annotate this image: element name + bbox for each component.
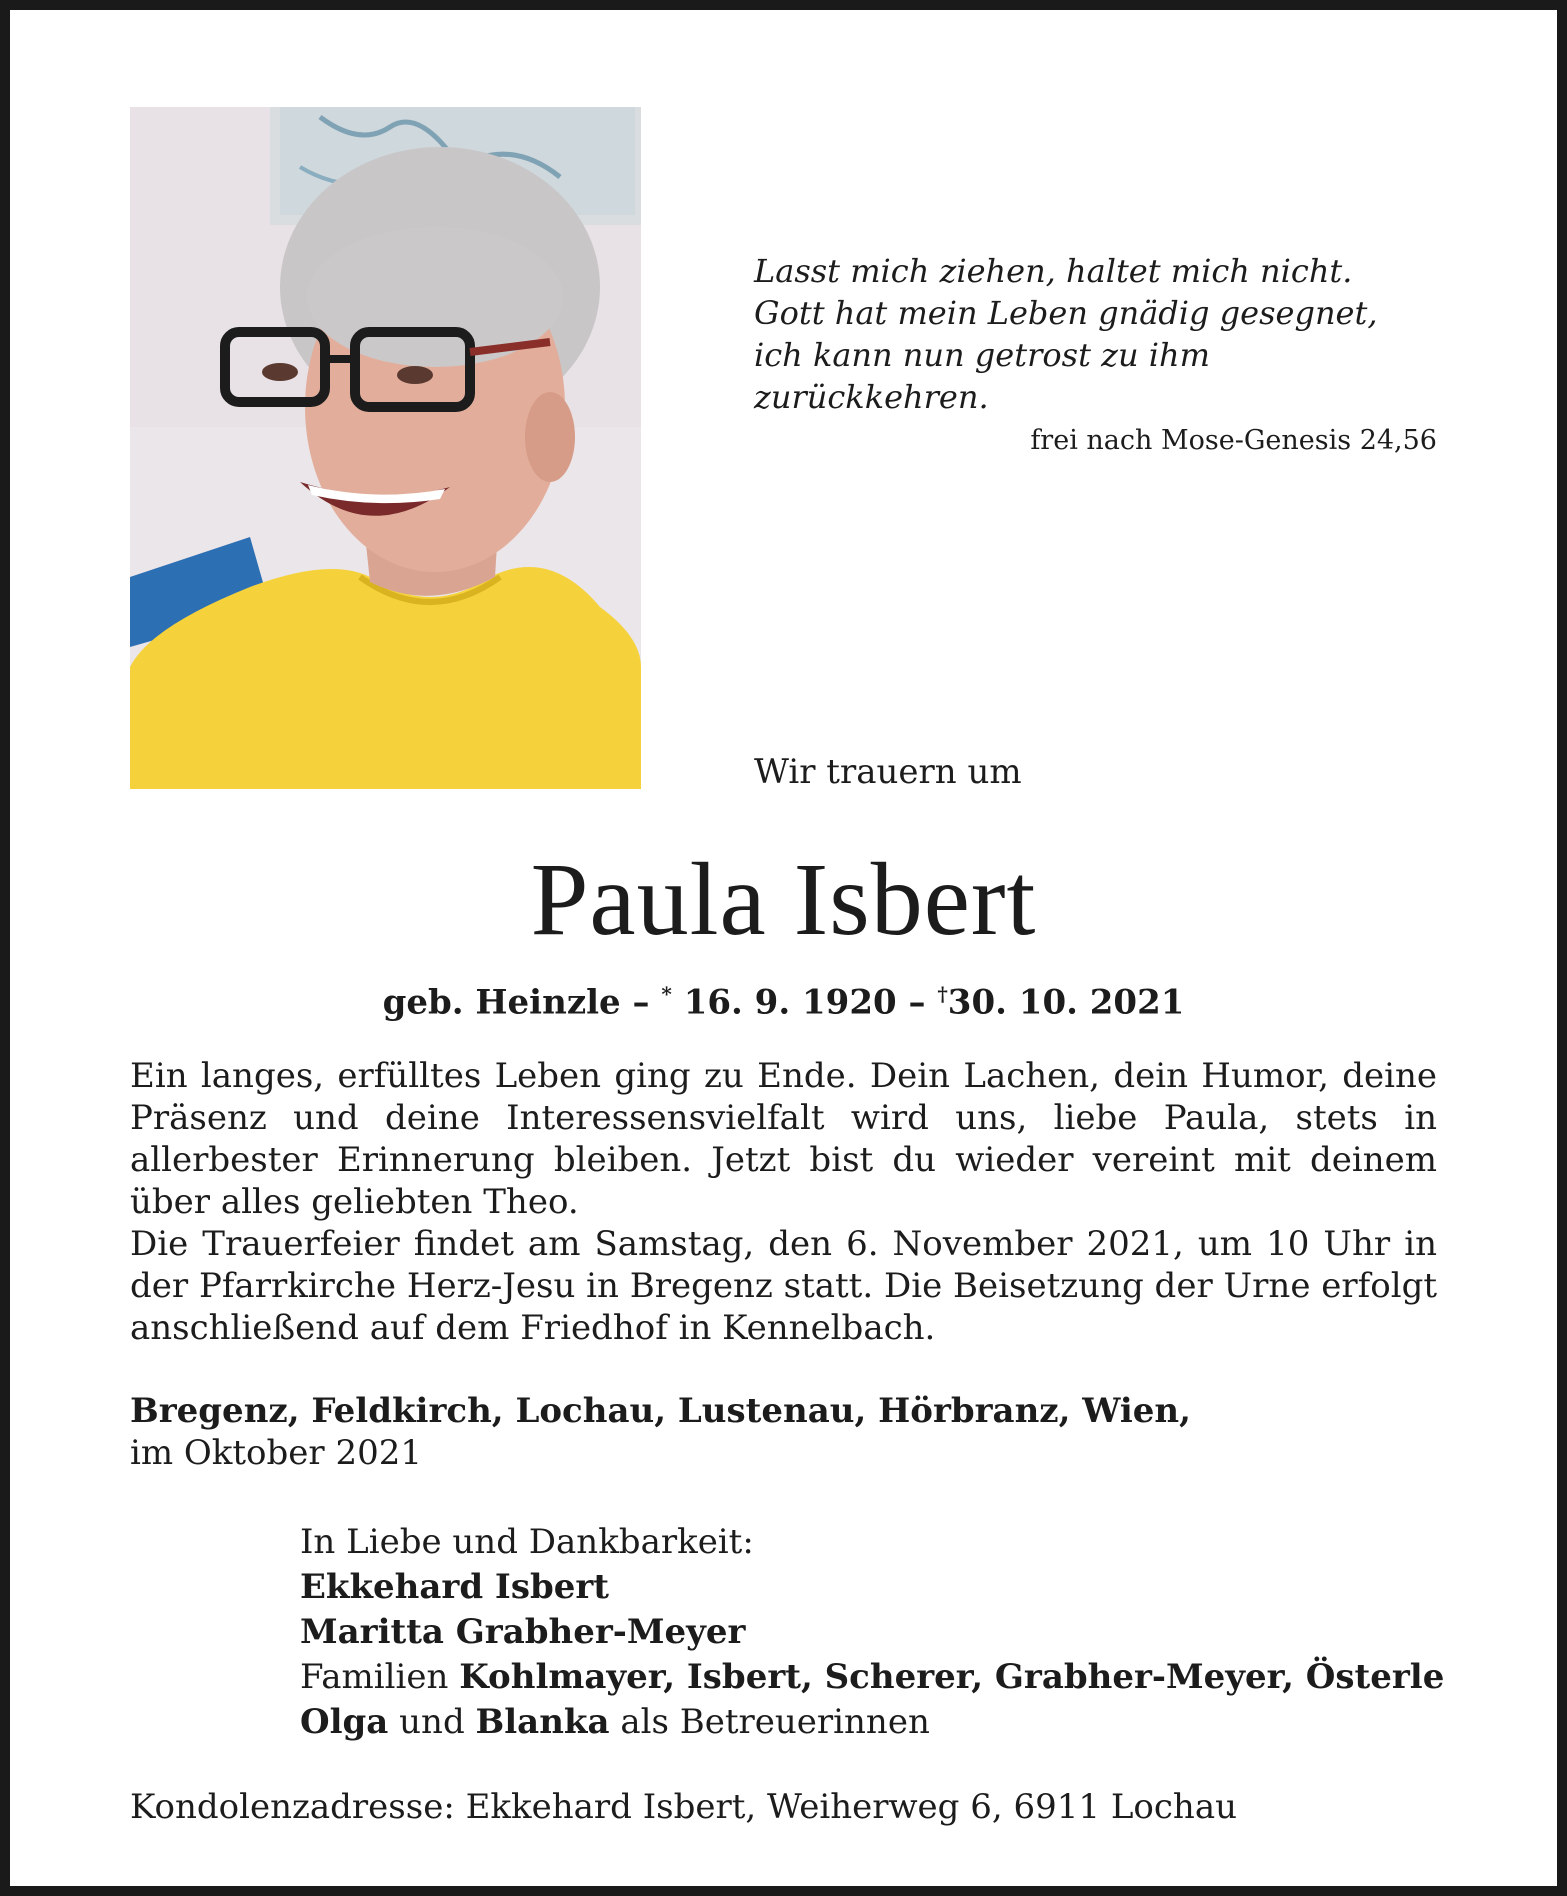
- mourner-name: Maritta Grabher-Meyer: [300, 1612, 746, 1652]
- quote-line-3: ich kann nun getrost zu ihm zurückkehren.: [754, 336, 1210, 416]
- portrait-photo: [130, 107, 641, 789]
- families-line: [300, 1655, 1445, 1700]
- obituary-paragraph-2: Die Trauerfeier findet am Samstag, den 6. November 2021, um 10 Uhr in der Pfarrkirche Herz-Jesu in Bregenz statt. Die Beisetzung der Urne erfolgt anschließend auf dem Friedhof in Kennelbach.: [130, 1224, 1437, 1348]
- quote-source: frei nach Mose-Genesis 24,56: [1030, 425, 1437, 456]
- condolence-address: Kondolenzadresse: Ekkehard Isbert, Weiherweg 6, 6911 Lochau: [130, 1787, 1237, 1827]
- and-word: und: [399, 1702, 465, 1742]
- families-names: Kohlmayer, Isbert, Scherer, Grabher-Meyer, Österle: [459, 1657, 1445, 1697]
- places-towns: Bregenz, Feldkirch, Lochau, Lustenau, Hörbranz, Wien,: [130, 1391, 1191, 1431]
- birth-symbol: *: [661, 982, 672, 1006]
- carers-suffix: als Betreuerinnen: [620, 1702, 930, 1742]
- carers-line: [300, 1700, 1440, 1745]
- death-symbol: †: [937, 982, 948, 1006]
- obituary-paragraph-1: Ein langes, erfülltes Leben ging zu Ende. Dein Lachen, dein Humor, deine Präsenz und deine Interessensvielfalt wird uns, liebe Paula, stets in allerbester Erinnerung bleiben. Jetzt bist du wieder vereint mit deinem über alles geliebten Theo.: [130, 1056, 1437, 1222]
- obituary-text: [130, 1055, 1437, 1349]
- death-date: 30. 10. 2021: [947, 982, 1185, 1023]
- born-name: geb. Heinzle: [382, 982, 621, 1023]
- families-prefix: Familien: [300, 1657, 449, 1697]
- birth-date: 16. 9. 1920: [683, 982, 897, 1023]
- places-block: [130, 1390, 1437, 1474]
- mourning-intro: Wir trauern um: [754, 752, 1022, 792]
- dash-separator: –: [632, 982, 650, 1023]
- portrait-illustration: [130, 107, 641, 789]
- life-dates: [0, 972, 1567, 1024]
- carer-name: Olga: [300, 1702, 389, 1742]
- carer-name: Blanka: [475, 1702, 610, 1742]
- quote-line-2: Gott hat mein Leben gnädig gesegnet,: [754, 294, 1378, 332]
- mourners-block: [300, 1520, 1445, 1745]
- places-date: im Oktober 2021: [130, 1433, 423, 1473]
- quote-line-1: Lasst mich ziehen, haltet mich nicht.: [754, 252, 1353, 290]
- dash-separator: –: [908, 982, 926, 1023]
- deceased-name: Paula Isbert: [530, 842, 1037, 957]
- bible-quote: [700, 250, 1437, 458]
- mourners-intro: In Liebe und Dankbarkeit:: [300, 1522, 754, 1562]
- mourner-name: Ekkehard Isbert: [300, 1567, 610, 1607]
